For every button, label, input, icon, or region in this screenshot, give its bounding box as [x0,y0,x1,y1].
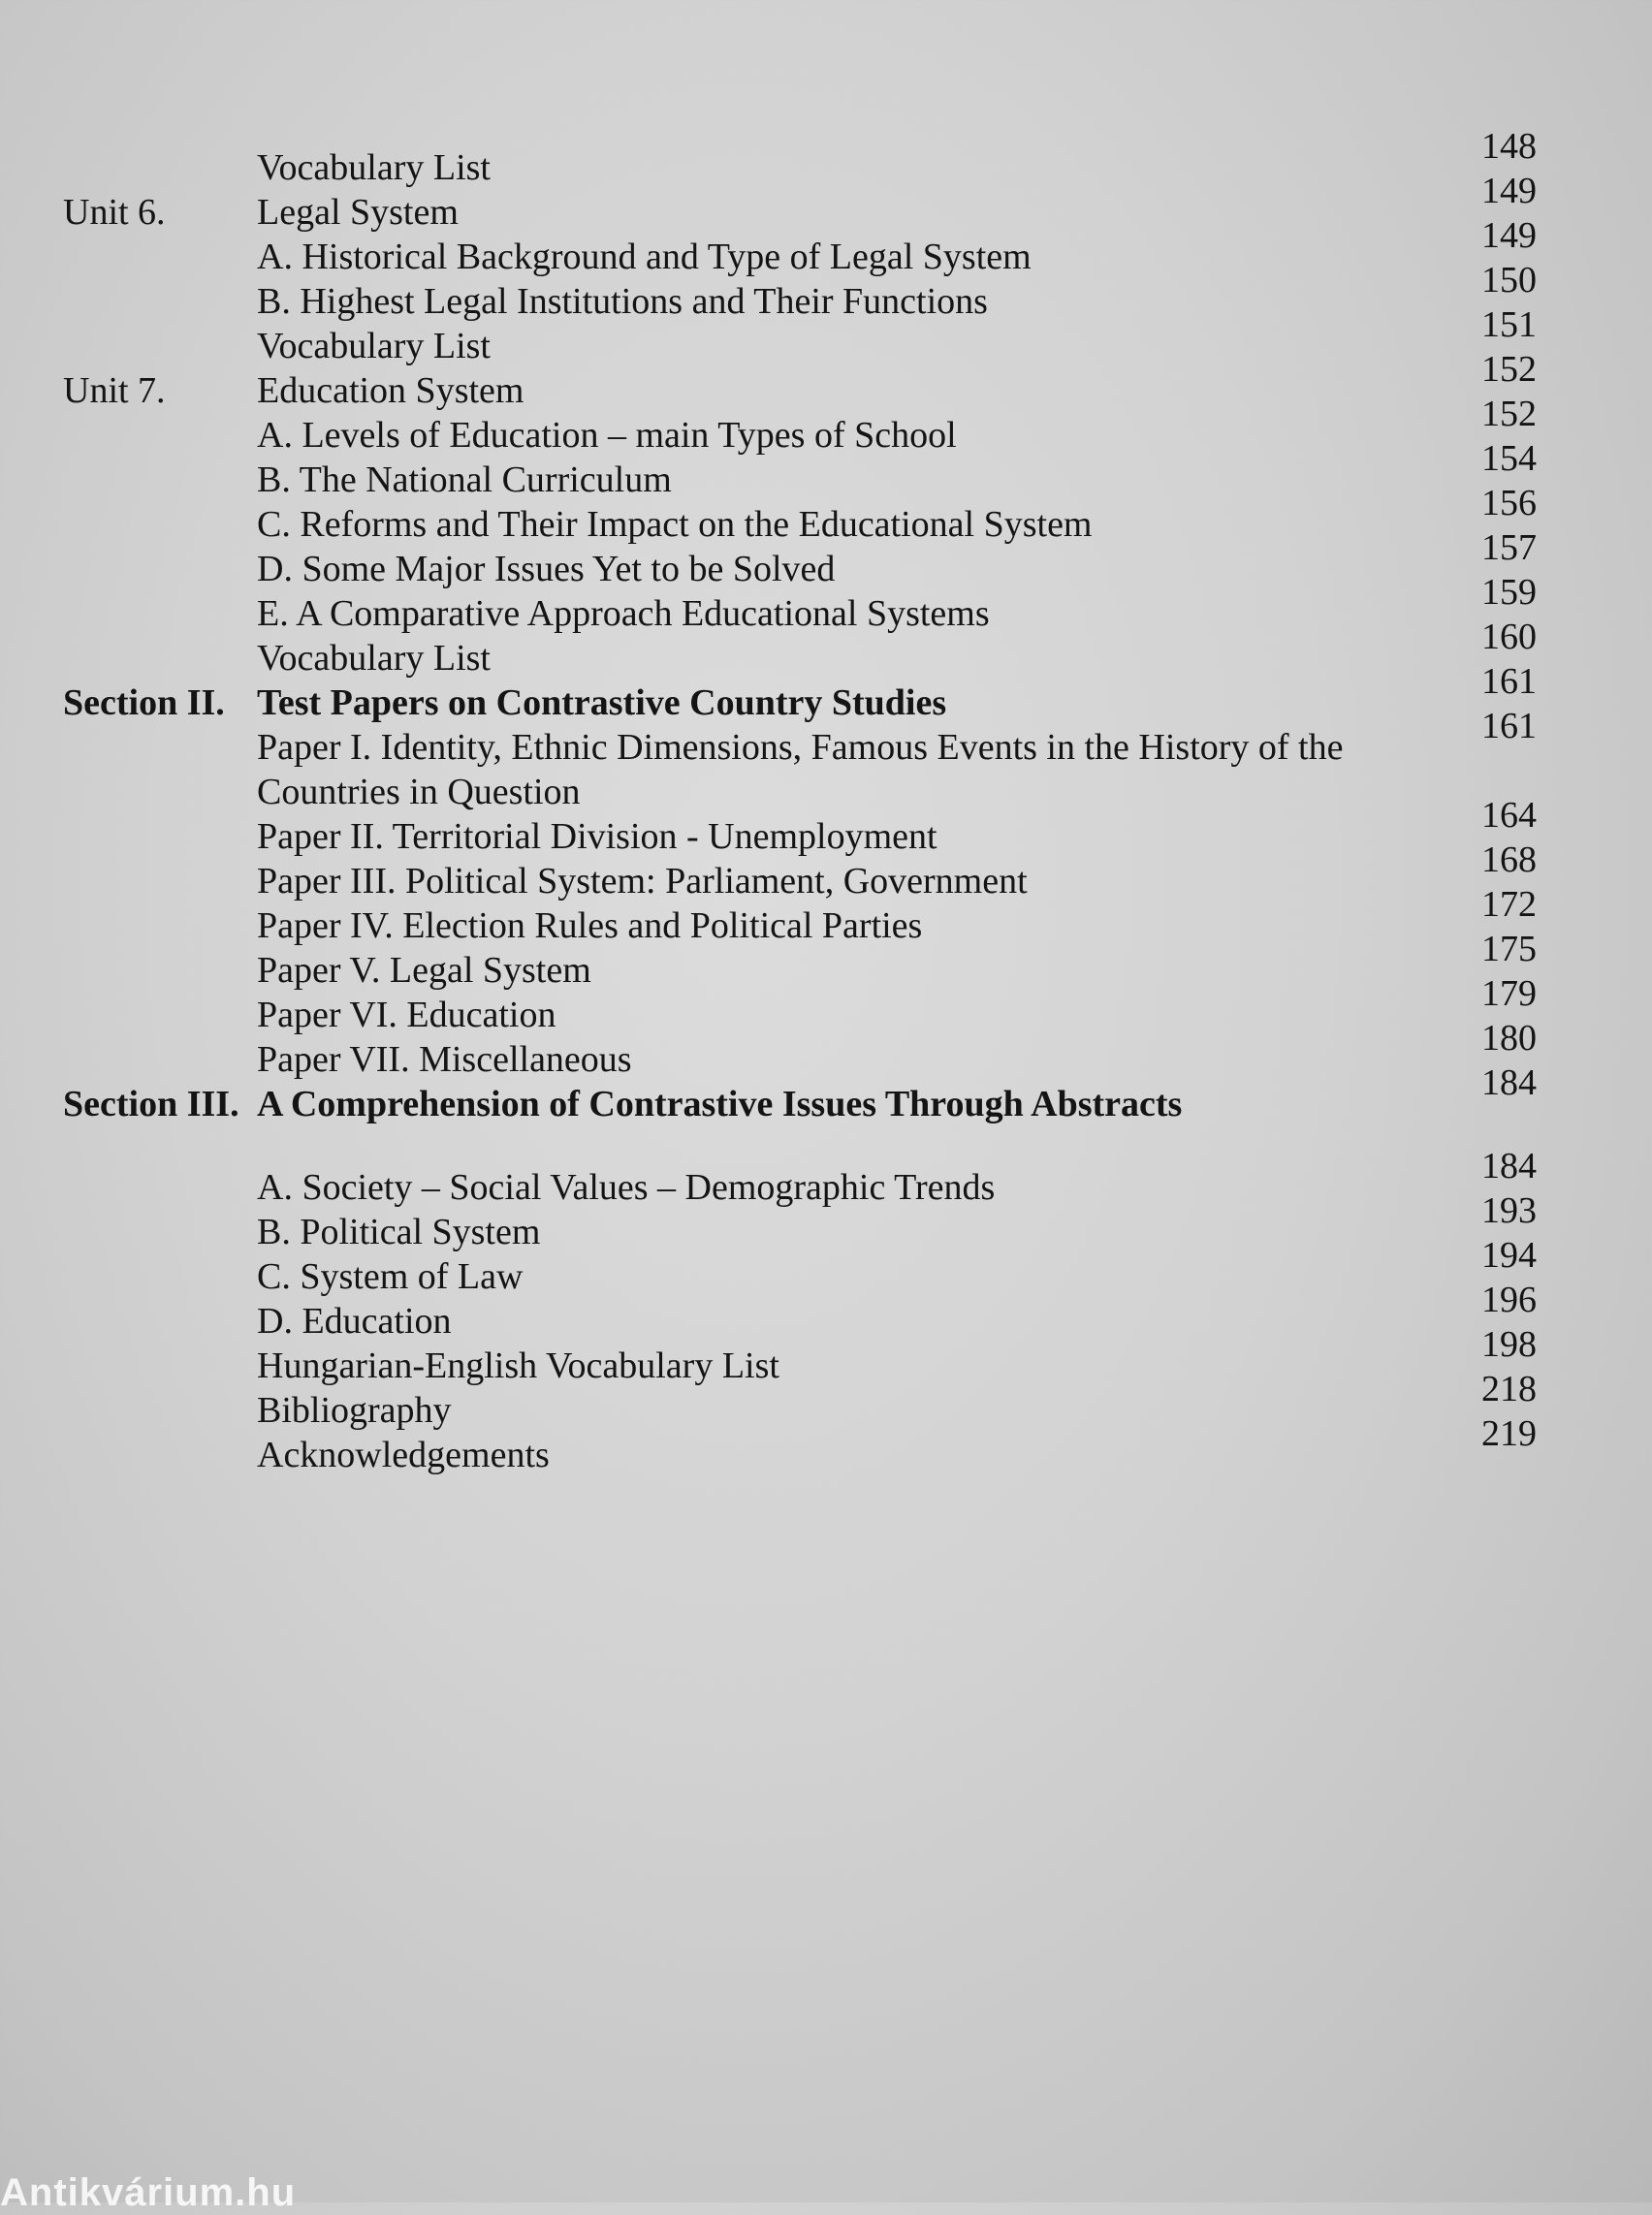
toc-entry-title: C. System of Law [257,1256,524,1297]
toc-entry [63,839,1537,903]
toc-entry [63,1280,1537,1344]
toc-entry-page: 172 [1481,884,1537,925]
toc-entry-page: 193 [1481,1190,1537,1231]
toc-entry [63,1018,1537,1082]
toc-entry-page: 184 [1481,1146,1537,1187]
toc-entry [63,527,1537,591]
toc-entry-title: Paper III. Political System: Parliament, Government [257,861,1028,902]
toc-entry [63,1146,1537,1210]
toc-entry [63,706,1537,814]
toc-entry-page: 180 [1481,1018,1537,1059]
toc-entry [63,438,1537,502]
toc-entry-page: 152 [1481,394,1537,434]
toc-entry-page: 164 [1481,795,1537,836]
toc-entry-page: 157 [1481,527,1537,568]
toc-entry-title: A. Levels of Education – main Types of School [257,415,957,456]
toc-entry-title: Paper V. Legal System [257,950,591,991]
toc-entry-page: 161 [1481,706,1537,746]
toc-entry-label: Unit 7. [63,370,166,411]
toc-entry-title: B. Highest Legal Institutions and Their Functions [257,281,988,322]
toc-entry-page: 151 [1481,304,1537,345]
toc-entry-title: Paper VI. Education [257,995,556,1035]
toc-entry [63,572,1537,636]
toc-entry-title: Bibliography [257,1390,452,1431]
section-title: Test Papers on Contrastive Country Studies [257,682,947,723]
toc-entry-title: C. Reforms and Their Impact on the Educational System [257,504,1093,545]
toc-entry-page: 154 [1481,438,1537,479]
toc-entry-page: 218 [1481,1369,1537,1409]
toc-entry [63,795,1537,859]
toc-entry [63,171,1537,235]
toc-entry-page: 198 [1481,1324,1537,1365]
toc-section-heading [63,1062,1537,1165]
toc-entry [63,929,1537,993]
toc-entry [63,1369,1537,1433]
toc-entry-title: Paper IV. Election Rules and Political Parties [257,905,923,946]
toc-entry-title: Hungarian-English Vocabulary List [257,1345,779,1386]
toc-entry-page: 175 [1481,929,1537,969]
toc-entry-title: E. A Comparative Approach Educational Systems [257,593,990,634]
toc-entry [63,884,1537,948]
toc-entry [63,394,1537,458]
toc-entry-title: Vocabulary List [257,147,491,188]
toc-entry [63,126,1537,190]
toc-entry-title: B. The National Curriculum [257,459,672,500]
toc-entry-page: 184 [1481,1062,1537,1103]
toc-entry-page: 149 [1481,215,1537,256]
toc-entry-title: Paper VII. Miscellaneous [257,1039,632,1080]
table-of-contents [63,126,1537,1477]
toc-entry-label: Unit 6. [63,192,166,233]
section-label: Section III. [63,1084,239,1124]
toc-entry-page: 219 [1481,1413,1537,1454]
toc-entry [63,617,1537,680]
toc-entry-title: Education System [257,370,524,411]
watermark-logo: Antikvárium.hu [0,2171,297,2214]
toc-entry-page: 148 [1481,126,1537,167]
toc-entry [63,349,1537,413]
toc-entry-title: Vocabulary List [257,638,491,679]
toc-entry-page: 161 [1481,661,1537,702]
toc-entry [63,1190,1537,1254]
toc-entry [63,1413,1537,1477]
toc-entry-title: Paper II. Territorial Division - Unemployment [257,816,937,857]
toc-entry-page: 150 [1481,260,1537,301]
toc-entry [63,260,1537,324]
toc-entry [63,973,1537,1037]
section-title: A Comprehension of Contrastive Issues Through Abstracts [257,1084,1183,1124]
toc-entry-title: A. Historical Background and Type of Legal System [257,237,1032,277]
toc-entry-title: Acknowledgements [257,1435,550,1475]
toc-entry-title: A. Society – Social Values – Demographic Trends [257,1167,996,1208]
toc-entry-page: 159 [1481,572,1537,613]
toc-entry-page: 179 [1481,973,1537,1014]
toc-section-heading [63,661,1537,725]
toc-entry [63,483,1537,547]
toc-entry-page: 149 [1481,171,1537,211]
toc-entry-page: 168 [1481,839,1537,880]
toc-entry-title: D. Some Major Issues Yet to be Solved [257,549,836,589]
toc-entry [63,304,1537,368]
toc-entry [63,215,1537,279]
toc-entry-title: Paper I. Identity, Ethnic Dimensions, Famous Events in the History of the Countries in Question [257,727,1344,812]
toc-entry-page: 160 [1481,617,1537,657]
toc-entry-page: 196 [1481,1280,1537,1320]
section-label: Section II. [63,682,225,723]
toc-entry-page: 156 [1481,483,1537,523]
toc-entry-page: 194 [1481,1235,1537,1276]
toc-entry [63,1324,1537,1388]
toc-entry-title: D. Education [257,1301,452,1342]
toc-entry-title: Vocabulary List [257,326,491,366]
toc-entry [63,1235,1537,1299]
toc-entry-title: Legal System [257,192,459,233]
toc-entry-page: 152 [1481,349,1537,390]
toc-entry-title: B. Political System [257,1212,541,1252]
